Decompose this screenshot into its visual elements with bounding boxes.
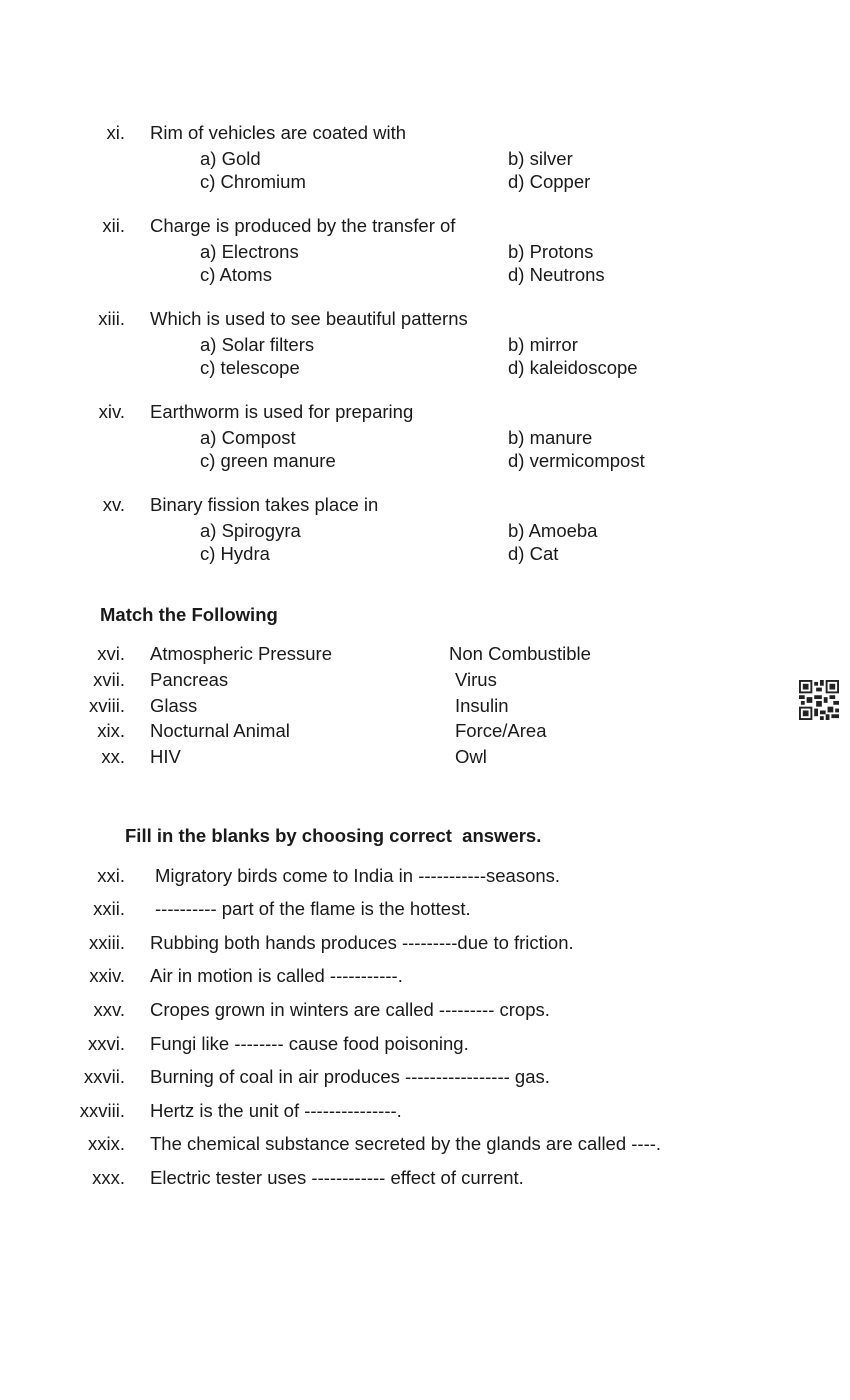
- fill-blank-sentence: Cropes grown in winters are called --------- crops.: [150, 999, 550, 1020]
- fill-number: xxii.: [93, 898, 125, 919]
- fill-number: xxiii.: [89, 932, 125, 953]
- option-c: c) green manure: [200, 450, 336, 471]
- option-b: b) Protons: [508, 241, 594, 262]
- option-d: d) Copper: [508, 171, 591, 192]
- option-a: a) Solar filters: [200, 334, 315, 355]
- fill-blank-sentence: Hertz is the unit of ---------------.: [150, 1100, 402, 1121]
- option-d: d) Cat: [508, 543, 559, 564]
- fill-blank-sentence: Migratory birds come to India in -----------seasons.: [155, 865, 561, 886]
- fill-blank-sentence: Air in motion is called -----------.: [150, 965, 403, 986]
- fill-blank-sentence: Fungi like -------- cause food poisoning.: [150, 1033, 469, 1054]
- match-left-item: Pancreas: [150, 669, 229, 690]
- match-number: xvi.: [97, 643, 125, 664]
- option-a: a) Gold: [200, 148, 261, 169]
- option-b: b) manure: [508, 427, 593, 448]
- option-a: a) Electrons: [200, 241, 299, 262]
- option-c: c) Chromium: [200, 171, 306, 192]
- option-a: a) Compost: [200, 427, 296, 448]
- match-right-item: Non Combustible: [449, 643, 591, 664]
- match-right-item: Owl: [455, 746, 487, 767]
- fill-number: xxix.: [88, 1133, 125, 1154]
- fill-blank-sentence: ---------- part of the flame is the hottest.: [155, 898, 471, 919]
- question-text: Which is used to see beautiful patterns: [150, 308, 468, 329]
- fill-blank-sentence: Burning of coal in air produces ----------------- gas.: [150, 1066, 550, 1087]
- option-d: d) kaleidoscope: [508, 357, 638, 378]
- fill-number: xxv.: [93, 999, 125, 1020]
- match-number: xx.: [101, 746, 125, 767]
- fill-number: xxvii.: [83, 1066, 125, 1087]
- fill-number: xxviii.: [79, 1100, 125, 1121]
- question-text: Earthworm is used for preparing: [150, 401, 414, 422]
- match-right-item: Insulin: [455, 695, 509, 716]
- match-left-item: HIV: [150, 746, 181, 767]
- match-number: xvii.: [93, 669, 125, 690]
- qr-code-icon: [799, 680, 839, 720]
- option-d: d) Neutrons: [508, 264, 605, 285]
- option-b: b) mirror: [508, 334, 578, 355]
- fill-number: xxi.: [97, 865, 125, 886]
- question-text: Charge is produced by the transfer of: [150, 215, 456, 236]
- match-right-item: Force/Area: [455, 720, 547, 741]
- match-number: xix.: [97, 720, 125, 741]
- option-c: c) telescope: [200, 357, 300, 378]
- option-b: b) Amoeba: [508, 520, 598, 541]
- question-number: xi.: [106, 122, 125, 143]
- match-section-heading: Match the Following: [100, 604, 278, 625]
- question-number: xv.: [102, 494, 125, 515]
- fill-number: xxiv.: [89, 965, 125, 986]
- question-number: xiv.: [98, 401, 125, 422]
- fill-number: xxvi.: [88, 1033, 125, 1054]
- match-left-item: Atmospheric Pressure: [150, 643, 332, 664]
- question-text: Rim of vehicles are coated with: [150, 122, 407, 143]
- match-number: xviii.: [89, 695, 125, 716]
- fill-number: xxx.: [92, 1167, 125, 1188]
- question-text: Binary fission takes place in: [150, 494, 379, 515]
- fill-blank-sentence: The chemical substance secreted by the glands are called ----.: [150, 1133, 662, 1154]
- option-d: d) vermicompost: [508, 450, 645, 471]
- question-number: xii.: [102, 215, 125, 236]
- option-c: c) Atoms: [200, 264, 272, 285]
- match-left-item: Glass: [150, 695, 198, 716]
- question-number: xiii.: [98, 308, 125, 329]
- fill-blank-sentence: Rubbing both hands produces ---------due to friction.: [150, 932, 574, 953]
- option-a: a) Spirogyra: [200, 520, 301, 541]
- match-left-item: Nocturnal Animal: [150, 720, 290, 741]
- match-right-item: Virus: [455, 669, 497, 690]
- fill-blanks-heading: Fill in the blanks by choosing correct answers.: [125, 825, 542, 846]
- option-c: c) Hydra: [200, 543, 270, 564]
- fill-blank-sentence: Electric tester uses ------------ effect of current.: [150, 1167, 524, 1188]
- option-b: b) silver: [508, 148, 573, 169]
